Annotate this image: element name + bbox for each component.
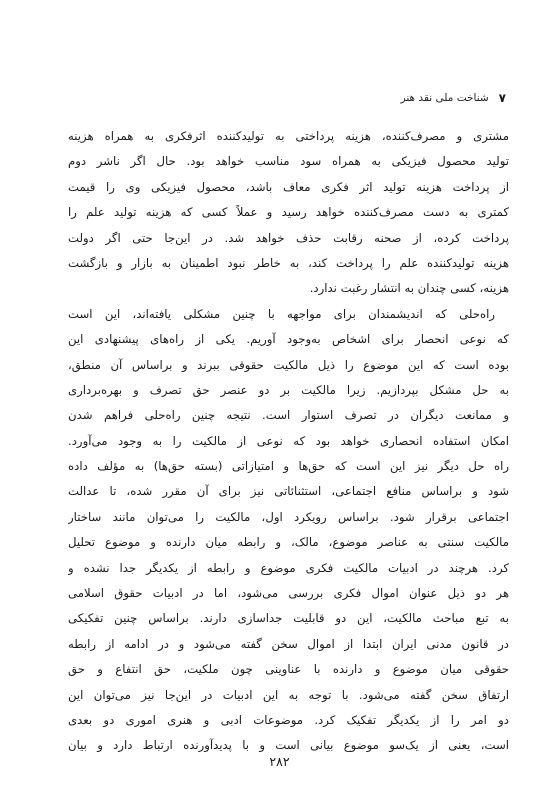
text-line: راه حل دیگر نیز این است که حق‌ها و امتیازاتی (بسته حق‌ها) به مؤلف داده bbox=[68, 459, 509, 474]
text-line: که نوعی انحصار برای اشخاص به‌وجود آوریم. یکی از راه‌های پیشنهادی این bbox=[68, 332, 509, 347]
paragraph-1 bbox=[68, 124, 509, 302]
text-line: از پرداخت هزینه تولید اثر فکری معاف باشد، محصول فیزیکی وی را قیمت bbox=[68, 179, 509, 194]
text-line: است، یعنی از یک‌سو موضوع بیانی است و با پدیدآورنده ارتباط دارد و بیان bbox=[68, 738, 509, 753]
text-line: راه‌حلی که اندیشمندان برای مواجهه با چنین مشکلی یافته‌اند، این است bbox=[68, 306, 495, 321]
text-line: پرداخت کرده، از صحنه رقابت حذف خواهد شد. در این‌جا حتی اگر دولت bbox=[68, 230, 509, 245]
text-line: در قانون مدنی ایران ابتدا از اموال سخن گفته می‌شود و در ادامه از رابطه bbox=[68, 636, 509, 651]
text-line: ارتفاق سخن گفته می‌شود. با توجه به این ادبیات در این‌جا نیز می‌توان این bbox=[68, 687, 509, 702]
text-line: هر دو ذیل عنوان اموال فکری بررسی می‌شود، اما در ادبیات حقوق اسلامی bbox=[68, 586, 509, 601]
running-title: شناخت ملی نقد هنر bbox=[400, 92, 489, 104]
text-line: تولید محصول فیزیکی به همراه سود مناسب خواهد بود. حال اگر ناشر دوم bbox=[68, 154, 509, 169]
text-line: اجتماعی برقرار شود. براساس رویکرد اول، مالکیت را می‌توان مانند ساختار bbox=[68, 509, 509, 524]
text-line: و ممانعت دیگران در تصرف استوار است. نتیجه چنین راه‌حلی فراهم شدن bbox=[68, 408, 509, 423]
text-line: هزینه تولیدکننده علم را پرداخت کند، به خاطر نبود اطمینان به بازار و بازگشت bbox=[68, 255, 509, 270]
paragraph-2 bbox=[68, 302, 509, 759]
text-line: به حل مشکل بپردازیم. زیرا مالکیت بر دو عنصر حق تصرف و بهره‌برداری bbox=[68, 382, 509, 397]
text-line: امکان استفاده انحصاری خواهد بود که نوعی از مالکیت را به وجود می‌آورد. bbox=[68, 433, 509, 448]
text-line: مالکیت سنتی به عناصر موضوع، مالک، و رابطه میان دارنده و موضوع تحلیل bbox=[68, 535, 509, 550]
text-line: بوده است که این موضوع را ذیل مالکیت حقوقی ببرند و براساس آن منطق، bbox=[68, 357, 509, 372]
running-header bbox=[70, 88, 506, 108]
text-line: کمتری به دست مصرف‌کننده خواهد رسید و عملاً کسی که هزینه تولید علم را bbox=[68, 205, 509, 220]
text-line: به تبع مباحث مالکیت، این دو قابلیت جداسازی دارند. براساس چنین تفکیکی bbox=[68, 611, 509, 626]
text-line: هزینه، کسی چندان به انتشار رغبت ندارد. bbox=[309, 281, 509, 296]
text-line: حقوقی میان موضوع و دارنده با عناوینی چون ملکیت، حق انتفاع و حق bbox=[68, 662, 509, 677]
text-line: دو امر را از یکدیگر تفکیک کرد. موضوعات ادبی و هنری اموری دو بعدی bbox=[68, 712, 509, 727]
page-number: ۲۸۲ bbox=[269, 754, 290, 769]
text-line: شود و براساس منافع اجتماعی، استثنائاتی نیز برای آن مقرر شده، تا عدالت bbox=[68, 484, 509, 499]
text-line: کرد. هرچند در ادبیات مالکیت فکری موضوع و رابطه از یکدیگر جدا نشده و bbox=[68, 560, 509, 575]
chapter-number: ۷ bbox=[498, 91, 506, 105]
text-line: مشتری و مصرف‌کننده، هزینه پرداختی به تولیدکننده اثرفکری به همراه هزینه bbox=[68, 129, 509, 143]
body-text bbox=[68, 124, 509, 759]
